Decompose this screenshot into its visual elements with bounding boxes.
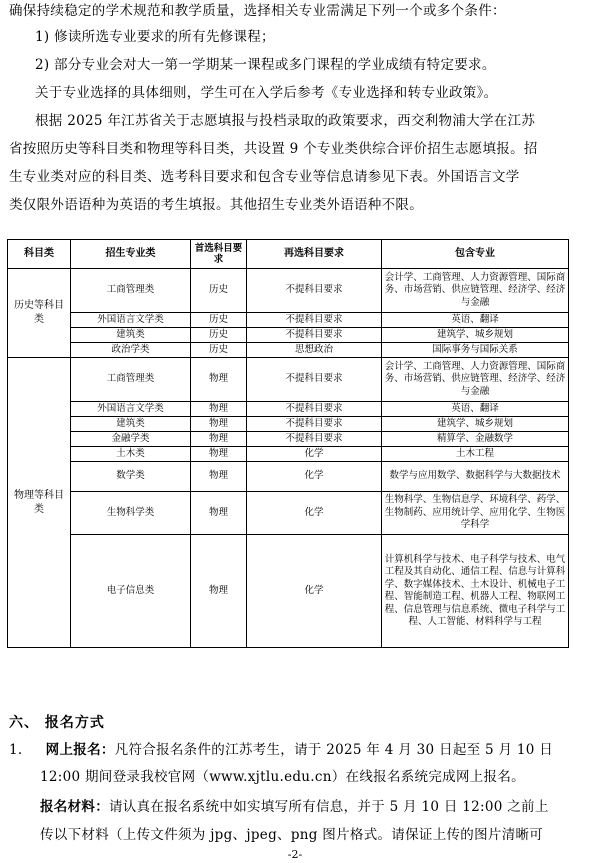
group-cell-physics: 物理等科目类	[8, 358, 71, 648]
majors-cell: 土木工程	[382, 447, 569, 462]
group-cell-history: 历史等科目类	[8, 269, 71, 358]
materials-label: 报名材料：	[40, 799, 109, 815]
item-1-line-1	[9, 741, 553, 759]
second-subject-cell: 不提科目要求	[247, 269, 382, 313]
majors-cell: 国际事务与国际关系	[382, 343, 569, 358]
majors-cell: 建筑学、城乡规划	[382, 417, 569, 432]
table-row	[8, 432, 569, 447]
majors-cell: 数学与应用数学、数据科学与大数据技术	[382, 462, 569, 492]
majors-cell: 英语、翻译	[382, 313, 569, 328]
category-cell: 政治学类	[71, 343, 191, 358]
first-subject-cell: 物理	[191, 462, 247, 492]
condition-2: 2) 部分专业会对大一第一学期某一课程或多门课程的学业成绩有特定要求。	[35, 57, 496, 73]
first-subject-cell: 物理	[191, 402, 247, 417]
item-1-line-4: 传以下材料（上传文件须为 jpg、jpeg、png 图片格式。请保证上传的图片清晰可	[40, 827, 544, 843]
intro-line-5: 根据 2025 年江苏省关于志愿填报与投档录取的政策要求，西交利物浦大学在江苏	[35, 113, 536, 129]
second-subject-cell: 不提科目要求	[247, 402, 382, 417]
header-second-subject: 再选科目要求	[247, 240, 382, 269]
table-header-row	[8, 240, 569, 269]
admission-table	[7, 239, 569, 648]
table-row	[8, 462, 569, 492]
first-subject-cell: 物理	[191, 492, 247, 535]
first-subject-cell: 物理	[191, 447, 247, 462]
item-1-line-3	[40, 798, 549, 816]
section-heading: 六、 报名方式	[9, 715, 105, 731]
table-row	[8, 313, 569, 328]
category-cell: 生物科学类	[71, 492, 191, 535]
first-subject-cell: 历史	[191, 343, 247, 358]
item-1-line-2: 12:00 期间登录我校官网（www.xjtlu.edu.cn）在线报名系统完成网上报名。	[40, 769, 525, 785]
first-subject-cell: 历史	[191, 328, 247, 343]
page-number: -2-	[287, 848, 303, 861]
condition-1: 1) 修读所选专业要求的所有先修课程；	[35, 29, 275, 45]
category-cell: 工商管理类	[71, 269, 191, 313]
second-subject-cell: 不提科目要求	[247, 358, 382, 402]
intro-line-4: 关于专业选择的具体细则，学生可在入学后参考《专业选择和转专业政策》。	[35, 85, 498, 101]
table-row	[8, 328, 569, 343]
first-subject-cell: 历史	[191, 269, 247, 313]
intro-line-7: 生专业类对应的科目类、选考科目要求和包含专业等信息请参见下表。外国语言文学	[9, 169, 520, 185]
header-subject-group: 科目类	[8, 240, 71, 269]
header-major-category: 招生专业类	[71, 240, 191, 269]
online-registration-label: 网上报名：	[45, 742, 115, 758]
table-row	[8, 492, 569, 535]
table-row	[8, 358, 569, 402]
header-first-subject: 首选科目要求	[191, 240, 247, 269]
table-row	[8, 269, 569, 313]
majors-cell: 会计学、工商管理、人力资源管理、国际商务、市场营销、供应链管理、经济学、经济与金融	[382, 358, 569, 402]
second-subject-cell: 不提科目要求	[247, 432, 382, 447]
category-cell: 金融学类	[71, 432, 191, 447]
header-included-majors: 包含专业	[382, 240, 569, 269]
majors-cell: 会计学、工商管理、人力资源管理、国际商务、市场营销、供应链管理、经济学、经济与金融	[382, 269, 569, 313]
first-subject-cell: 历史	[191, 313, 247, 328]
first-subject-cell: 物理	[191, 432, 247, 447]
second-subject-cell: 思想政治	[247, 343, 382, 358]
second-subject-cell: 不提科目要求	[247, 313, 382, 328]
intro-line-6: 省按照历史等科目类和物理等科目类，共设置 9 个专业类供综合评价招生志愿填报。招	[9, 141, 538, 157]
table-row	[8, 402, 569, 417]
category-cell: 工商管理类	[71, 358, 191, 402]
table-row	[8, 343, 569, 358]
category-cell: 外国语言文学类	[71, 402, 191, 417]
first-subject-cell: 物理	[191, 417, 247, 432]
category-cell: 电子信息类	[71, 535, 191, 648]
majors-cell: 建筑学、城乡规划	[382, 328, 569, 343]
table-row	[8, 417, 569, 432]
second-subject-cell: 化学	[247, 535, 382, 648]
category-cell: 数学类	[71, 462, 191, 492]
category-cell: 土木类	[71, 447, 191, 462]
majors-cell: 生物科学、生物信息学、环境科学、药学、生物制药、应用统计学、应用化学、生物医学科学	[382, 492, 569, 535]
table-row	[8, 535, 569, 648]
second-subject-cell: 化学	[247, 462, 382, 492]
category-cell: 建筑类	[71, 328, 191, 343]
second-subject-cell: 化学	[247, 492, 382, 535]
first-subject-cell: 物理	[191, 358, 247, 402]
majors-cell: 计算机科学与技术、电子科学与技术、电气工程及其自动化、通信工程、信息与计算科学、数字媒体技术、土木设计、机械电子工程、智能制造工程、机器人工程、物联网工程、信息管理与信息系统、微电子科学与工程、人工智能、材料科学与工程	[382, 535, 569, 648]
first-subject-cell: 物理	[191, 535, 247, 648]
item-number: 1.	[9, 742, 23, 758]
second-subject-cell: 化学	[247, 447, 382, 462]
category-cell: 建筑类	[71, 417, 191, 432]
intro-line-1: 确保持续稳定的学术规范和教学质量，选择相关专业需满足下列一个或多个条件：	[9, 3, 506, 19]
category-cell: 外国语言文学类	[71, 313, 191, 328]
item-1-text: 凡符合报名条件的江苏考生，请于 2025 年 4 月 30 日起至 5 月 10 日	[114, 742, 554, 758]
majors-cell: 精算学、金融数学	[382, 432, 569, 447]
second-subject-cell: 不提科目要求	[247, 417, 382, 432]
materials-text: 请认真在报名系统中如实填写所有信息，并于 5 月 10 日 12:00 之前上	[109, 799, 549, 815]
intro-line-8: 类仅限外语语种为英语的考生填报。其他招生专业类外语语种不限。	[9, 197, 423, 213]
table-row	[8, 447, 569, 462]
second-subject-cell: 不提科目要求	[247, 328, 382, 343]
majors-cell: 英语、翻译	[382, 402, 569, 417]
